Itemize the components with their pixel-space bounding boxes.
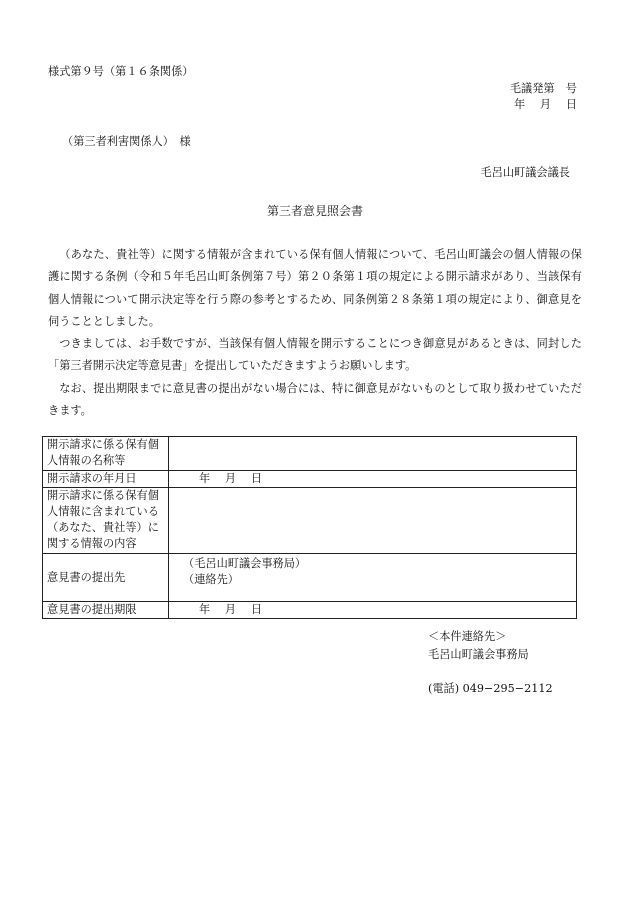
table-row bbox=[43, 437, 577, 471]
body-paragraph-2: つきましては、お手数ですが、当該保有個人情報を開示することにつき御意見があるときは、同封した「第三者開示決定等意見書」を提出していただきますようお願いします。 bbox=[48, 337, 582, 373]
document-number: 毛議発第 号 bbox=[509, 82, 577, 95]
contact-office: 毛呂山町議会事務局 bbox=[428, 648, 529, 661]
table-value-deadline: 年 月 日 bbox=[169, 602, 577, 619]
body-paragraph-3: なお、提出期限までに意見書の提出がない場合には、特に御意見がないものとして取り扱わせていただきます。 bbox=[48, 381, 582, 418]
table-value-record-name bbox=[169, 437, 577, 471]
body-text bbox=[48, 244, 582, 422]
table-value-submit-to bbox=[169, 554, 577, 602]
body-paragraph-1: （あなた、貴社等）に関する情報が含まれている保有個人情報について、毛呂山町議会の個人情報の保護に関する条例（令和５年毛呂山町条例第７号）第２０条第１項の規定による開示請求があり、当該保有個人情報について開示決定等を行う際の参考とするため、同条例第２８条第１項の規定により、御意見を伺うこととしました。 bbox=[48, 248, 582, 328]
submit-to-office: （毛呂山町議会事務局） bbox=[183, 557, 307, 570]
document-title: 第三者意見照会書 bbox=[266, 204, 363, 218]
table-row bbox=[43, 602, 577, 619]
table-value-info-content bbox=[169, 488, 577, 554]
table-row bbox=[43, 471, 577, 488]
contact-phone: (電話) 049−295−2112 bbox=[428, 682, 553, 695]
table-value-request-date: 年 月 日 bbox=[169, 471, 577, 488]
sender: 毛呂山町議会議長 bbox=[480, 166, 570, 179]
addressee: （第三者利害関係人） 様 bbox=[62, 135, 191, 148]
submit-to-contact: （連絡先） bbox=[183, 573, 239, 586]
form-number: 様式第９号（第１６条関係） bbox=[48, 65, 194, 78]
table-label-deadline: 意見書の提出期限 bbox=[43, 602, 169, 619]
info-table bbox=[42, 436, 577, 619]
table-row bbox=[43, 554, 577, 602]
document-date: 年 月 日 bbox=[513, 98, 577, 111]
table-label-submit-to: 意見書の提出先 bbox=[43, 554, 169, 602]
table-label-request-date: 開示請求の年月日 bbox=[43, 471, 169, 488]
table-label-info-content: 開示請求に係る保有個人情報に含まれている（あなた、貴社等）に関する情報の内容 bbox=[43, 488, 169, 554]
table-label-record-name: 開示請求に係る保有個人情報の名称等 bbox=[43, 437, 169, 471]
table-row bbox=[43, 488, 577, 554]
contact-heading: ＜本件連絡先＞ bbox=[428, 630, 507, 643]
